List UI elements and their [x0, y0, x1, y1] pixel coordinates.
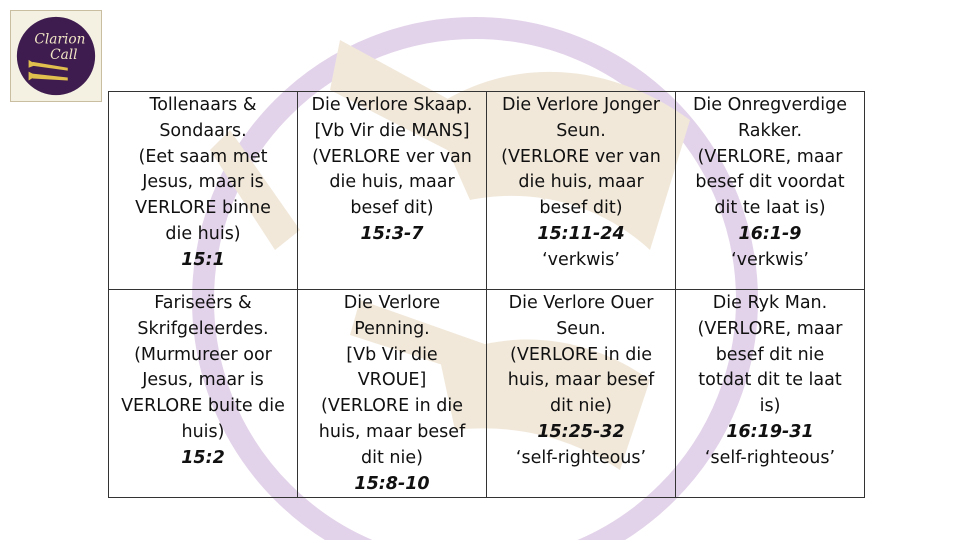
svg-text:Clarion: Clarion [34, 31, 86, 48]
cell-note: ‘verkwis’ [542, 249, 620, 270]
scripture-reference: 15:8-10 [354, 473, 430, 494]
cell-note: ‘self-righteous’ [515, 447, 647, 468]
cell-text-line: Seun. [556, 318, 606, 339]
cell-text-line: huis, maar besef [318, 421, 466, 442]
table-cell [298, 290, 487, 498]
cell-text-line: Die Onregverdige [692, 95, 848, 115]
cell-text-line: besef dit nie [715, 344, 825, 365]
cell-text-line: VERLORE buite die [121, 396, 285, 417]
svg-text:Call: Call [50, 46, 78, 63]
cell-text-line: Jesus, maar is [142, 370, 264, 391]
cell-text-line: Seun. [556, 120, 606, 141]
scripture-reference: 15:3-7 [360, 223, 424, 244]
cell-text-line: (VERLORE ver van [312, 146, 472, 167]
cell-text-line: (VERLORE ver van [501, 146, 661, 167]
cell-text-line: Tollenaars & [149, 95, 257, 115]
cell-text-line: huis) [181, 421, 225, 442]
cell-text-line: dit nie) [550, 396, 612, 417]
cell-text-line: Die Verlore Jonger [502, 95, 660, 115]
cell-text-line: totdat dit te laat [698, 370, 842, 391]
cell-text-line: [Vb Vir die [346, 344, 438, 365]
cell-text-line: dit nie) [361, 447, 423, 468]
scripture-reference: 15:11-24 [537, 223, 625, 244]
cell-text-line: Fariseërs & [154, 293, 252, 313]
clarion-call-logo [10, 10, 102, 102]
cell-text-line: Penning. [354, 318, 430, 339]
cell-text-line: die huis) [165, 223, 241, 244]
table-cell [676, 290, 865, 498]
cell-text-line: (VERLORE, maar [697, 318, 843, 339]
cell-text-line: Skrifgeleerdes. [137, 318, 269, 339]
scripture-reference: 15:25-32 [537, 421, 625, 442]
table-cell [487, 92, 676, 290]
parables-table [108, 91, 865, 498]
cell-text-line: VERLORE binne [135, 198, 271, 219]
cell-text-line: die huis, maar [518, 172, 644, 193]
cell-text-line: die huis, maar [329, 172, 455, 193]
cell-text-line: (Eet saam met [138, 146, 268, 167]
scripture-reference: 15:2 [181, 447, 225, 468]
table-cell [487, 290, 676, 498]
cell-text-line: (VERLORE in die [321, 396, 463, 417]
cell-text-line: [Vb Vir die MANS] [314, 120, 470, 141]
table-row [109, 290, 865, 498]
table-row [109, 92, 865, 290]
cell-note: ‘self-righteous’ [704, 447, 836, 468]
cell-note: ‘verkwis’ [731, 249, 809, 270]
table-cell [298, 92, 487, 290]
cell-text-line: (Murmureer oor [134, 344, 272, 365]
cell-text-line: Sondaars. [159, 120, 247, 141]
cell-text-line: Die Verlore [343, 293, 441, 313]
cell-text-line: Die Ryk Man. [712, 293, 828, 313]
cell-text-line: is) [759, 396, 781, 417]
cell-text-line: besef dit) [350, 198, 434, 219]
cell-text-line: Die Verlore Skaap. [311, 95, 473, 115]
table-cell [676, 92, 865, 290]
cell-text-line: besef dit voordat [695, 172, 845, 193]
cell-text-line: (VERLORE in die [510, 344, 652, 365]
table-cell [109, 92, 298, 290]
table-cell [109, 290, 298, 498]
scripture-reference: 16:19-31 [726, 421, 814, 442]
scripture-reference: 16:1-9 [738, 223, 802, 244]
cell-text-line: huis, maar besef [507, 370, 655, 391]
cell-text-line: dit te laat is) [714, 198, 826, 219]
cell-text-line: Die Verlore Ouer [508, 293, 654, 313]
cell-text-line: besef dit) [539, 198, 623, 219]
scripture-reference: 15:1 [181, 249, 225, 270]
cell-text-line: Rakker. [737, 120, 803, 141]
cell-text-line: (VERLORE, maar [697, 146, 843, 167]
cell-text-line: Jesus, maar is [142, 172, 264, 193]
cell-text-line: VROUE] [357, 370, 427, 391]
